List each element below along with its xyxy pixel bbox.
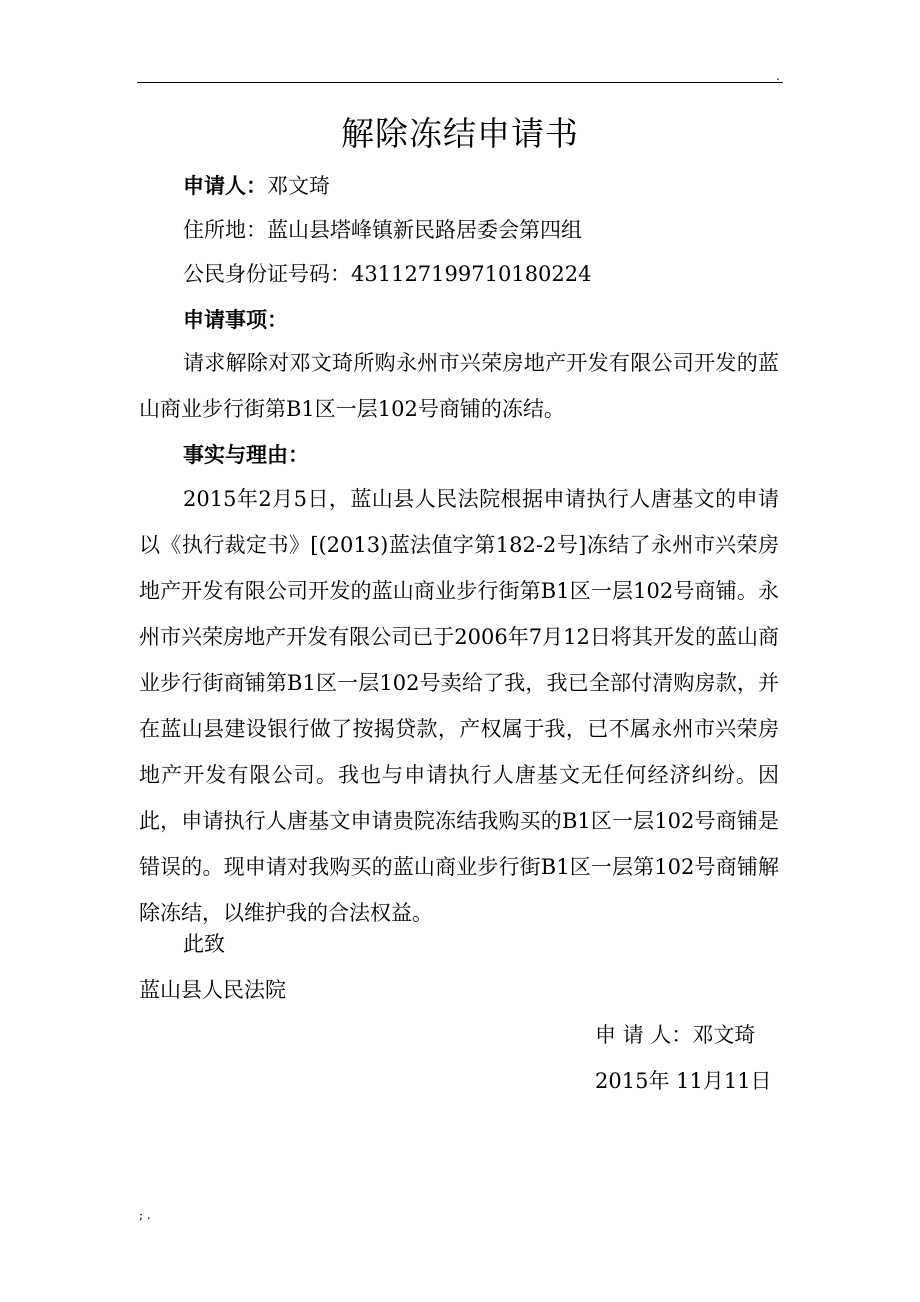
signature-line xyxy=(595,1020,755,1050)
address-value: 蓝山县塔峰镇新民路居委会第四组 xyxy=(267,218,582,242)
facts-heading: 事实与理由： xyxy=(183,443,309,467)
header-rule xyxy=(137,82,783,83)
applicant-label: 申请人： xyxy=(183,174,267,198)
request-paragraph: 请求解除对邓文琦所购永州市兴荣房地产开发有限公司开发的蓝山商业步行街第B1区一层102号商铺的冻结。 xyxy=(139,351,779,421)
recipient-text: 蓝山县人民法院 xyxy=(139,978,286,1002)
id-label: 公民身份证号码： xyxy=(183,262,351,286)
header-dot: . xyxy=(776,69,780,83)
facts-paragraph: 2015年2月5日，蓝山县人民法院根据申请执行人唐基文的申请以《执行裁定书》[(2013)蓝法值字第182-2号]冻结了永州市兴荣房地产开发有限公司开发的蓝山商业步行街第B1区一层102号商铺。永州市兴荣房地产开发有限公司已于2006年7月12日将其开发的蓝山商业步行街商铺第B1区一层102号卖给了我，我已全部付清购房款，并在蓝山县建设银行做了按揭贷款，产权属于我，已不属永州市兴荣房地产开发有限公司。我也与申请执行人唐基文无任何经济纠纷。因此，申请执行人唐基文申请贵院冻结我购买的B1区一层102号商铺是错误的。现申请对我购买的蓝山商业步行街B1区一层第102号商铺解除冻结，以维护我的合法权益。 xyxy=(139,487,779,925)
applicant-name: 邓文琦 xyxy=(267,174,330,198)
id-line xyxy=(183,259,592,289)
address-line xyxy=(183,215,582,245)
applicant-line xyxy=(183,171,330,201)
id-value: 431127199710180224 xyxy=(351,262,592,286)
document-title: 解除冻结申请书 xyxy=(341,114,579,153)
request-heading: 申请事项： xyxy=(183,308,288,332)
address-label: 住所地： xyxy=(183,218,267,242)
closing-text: 此致 xyxy=(183,932,225,956)
document-date: 2015年 11月11日 xyxy=(595,1069,772,1093)
footer-mark: ; . xyxy=(139,1208,151,1222)
signature-name: 邓文琦 xyxy=(692,1023,756,1047)
signature-label: 申 请 人： xyxy=(595,1023,693,1047)
